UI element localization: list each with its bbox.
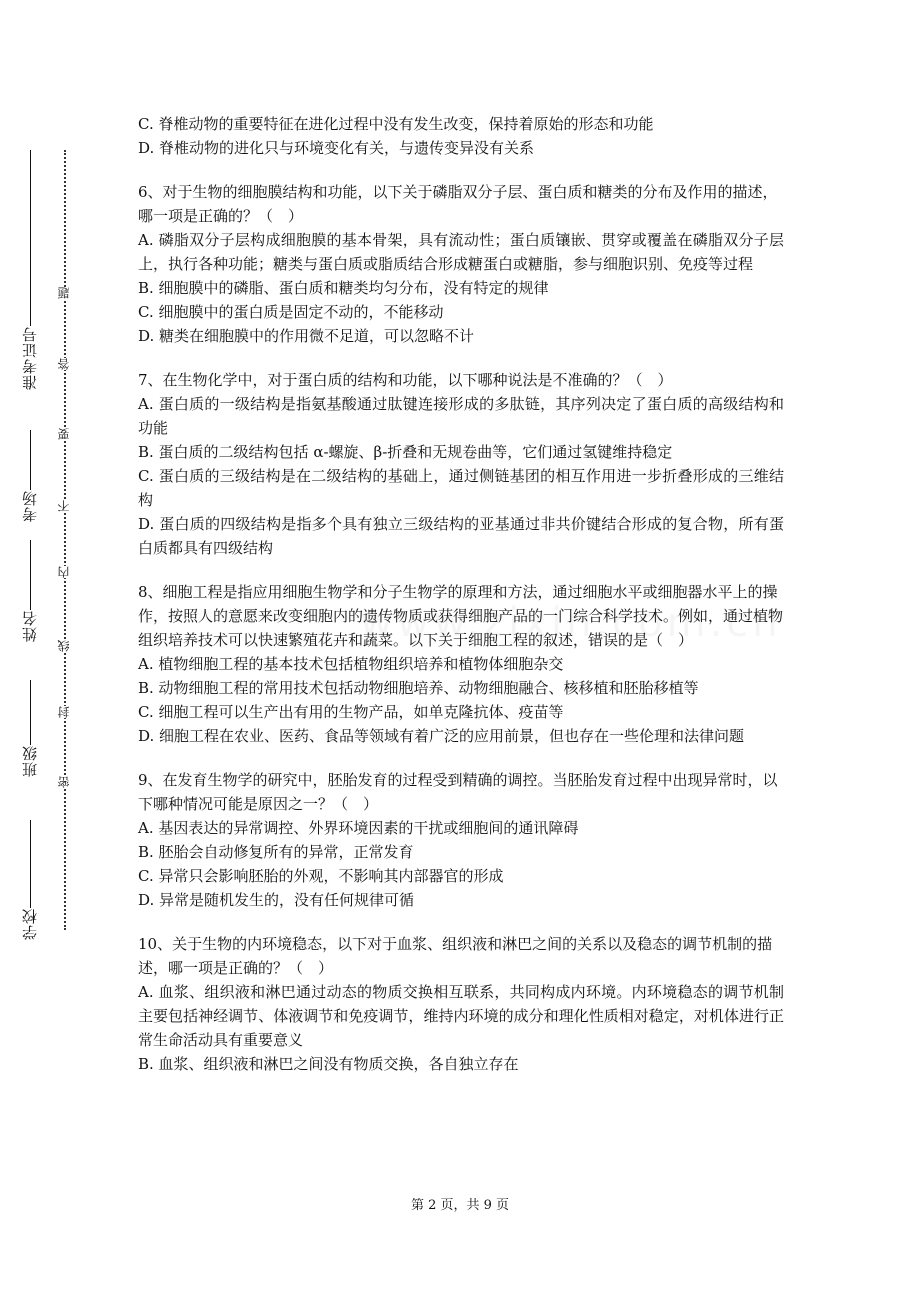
page-number: 第 2 页，共 9 页	[410, 1198, 510, 1213]
seal-char: 答	[57, 358, 71, 370]
option-a: A. 植物细胞工程的基本技术包括植物组织培养和植物体细胞杂交	[138, 655, 564, 673]
question-content	[138, 112, 784, 1096]
option-a: A. 血浆、组织液和淋巴通过动态的物质交换相互联系，共同构成内环境。内环境稳态的调节机制主要包括神经调节、体液调节和免疫调节，维持内环境的成分和理化性质相对稳定，对机体进行正常生命活动具有重要意义	[138, 983, 784, 1049]
question-8	[138, 580, 784, 748]
option-b: B. 蛋白质的二级结构包括 α-螺旋、β-折叠和无规卷曲等，它们通过氢键维持稳定	[138, 443, 673, 461]
option-d: D. 蛋白质的四级结构是指多个具有独立三级结构的亚基通过非共价键结合形成的复合物，所有蛋白质都具有四级结构	[138, 515, 784, 557]
seal-dotted-line	[64, 150, 66, 930]
seal-char: 题	[57, 287, 71, 299]
binding-blank-line	[30, 820, 32, 908]
seal-char: 密	[57, 776, 71, 788]
option-d: D. 糖类在细胞膜中的作用微不足道，可以忽略不计	[138, 327, 475, 345]
option-a: A. 基因表达的异常调控、外界环境因素的干扰或细胞间的通讯障碍	[138, 819, 579, 837]
binding-label-name: 姓名	[21, 610, 39, 642]
binding-label-exam-room: 考场	[21, 490, 39, 522]
seal-char: 线	[57, 640, 71, 652]
option-d: D. 异常是随机发生的，没有任何规律可循	[138, 891, 415, 909]
binding-field-exam-room	[18, 430, 44, 522]
question-6	[138, 180, 784, 348]
question-stem: 6、对于生物的细胞膜结构和功能，以下关于磷脂双分子层、蛋白质和糖类的分布及作用的描述，哪一项是正确的？（ ）	[138, 183, 778, 225]
binding-label-exam-number: 准考证号	[21, 326, 39, 390]
option-b: B. 动物细胞工程的常用技术包括动物细胞培养、动物细胞融合、核移植和胚胎移植等	[138, 679, 699, 697]
binding-field-name	[18, 540, 44, 642]
option-c: C. 异常只会影响胚胎的外观，不影响其内部器官的形成	[138, 867, 504, 885]
option-d: D. 脊椎动物的进化只与环境变化有关，与遗传变异没有关系	[138, 139, 535, 157]
option-a: A. 蛋白质的一级结构是指氨基酸通过肽键连接形成的多肽链，其序列决定了蛋白质的高级结构和功能	[138, 395, 784, 437]
binding-blank-line	[30, 150, 32, 326]
question-stem: 10、关于生物的内环境稳态，以下对于血浆、组织液和淋巴之间的关系以及稳态的调节机制的描述，哪一项是正确的？（ ）	[138, 935, 773, 977]
binding-strip	[0, 0, 110, 1302]
option-a: A. 磷脂双分子层构成细胞膜的基本骨架，具有流动性；蛋白质镶嵌、贯穿或覆盖在磷脂双分子层上，执行各种功能；糖类与蛋白质或脂质结合形成糖蛋白或糖脂，参与细胞识别、免疫等过程	[138, 231, 784, 273]
option-c: C. 细胞膜中的蛋白质是固定不动的，不能移动	[138, 303, 444, 321]
seal-char: 封	[57, 706, 71, 718]
question-10	[138, 932, 784, 1076]
binding-blank-line	[30, 540, 32, 610]
binding-blank-line	[30, 680, 32, 745]
seal-char: 要	[57, 428, 71, 440]
binding-label-class: 班级	[21, 745, 39, 777]
binding-blank-line	[30, 430, 32, 490]
binding-label-school: 学校	[21, 908, 39, 940]
seal-char: 不	[57, 500, 71, 512]
option-c: C. 蛋白质的三级结构是在二级结构的基础上，通过侧链基团的相互作用进一步折叠形成的三维结构	[138, 467, 784, 509]
question-stem: 8、细胞工程是指应用细胞生物学和分子生物学的原理和方法，通过细胞水平或细胞器水平上的操作，按照人的意愿来改变细胞内的遗传物质或获得细胞产品的一门综合科学技术。例如，通过植物组织培养技术可以快速繁殖花卉和蔬菜。以下关于细胞工程的叙述，错误的是（ ）	[138, 583, 784, 649]
question-continuation	[138, 112, 784, 160]
option-b: B. 胚胎会自动修复所有的异常，正常发育	[138, 843, 414, 861]
option-b: B. 细胞膜中的磷脂、蛋白质和糖类均匀分布，没有特定的规律	[138, 279, 549, 297]
option-c: C. 细胞工程可以生产出有用的生物产品，如单克隆抗体、疫苗等	[138, 703, 564, 721]
question-7	[138, 368, 784, 560]
option-d: D. 细胞工程在农业、医药、食品等领域有着广泛的应用前景，但也存在一些伦理和法律问题	[138, 727, 745, 745]
binding-field-school	[18, 820, 44, 940]
binding-field-class	[18, 680, 44, 777]
question-9	[138, 768, 784, 912]
binding-field-exam-number	[18, 150, 44, 390]
question-stem: 7、在生物化学中，对于蛋白质的结构和功能，以下哪种说法是不准确的？（ ）	[138, 371, 673, 389]
question-stem: 9、在发育生物学的研究中，胚胎发育的过程受到精确的调控。当胚胎发育过程中出现异常时，以下哪种情况可能是原因之一？（ ）	[138, 771, 778, 813]
option-c: C. 脊椎动物的重要特征在进化过程中没有发生改变，保持着原始的形态和功能	[138, 115, 654, 133]
option-b: B. 血浆、组织液和淋巴之间没有物质交换，各自独立存在	[138, 1055, 519, 1073]
seal-char: 内	[57, 566, 71, 578]
